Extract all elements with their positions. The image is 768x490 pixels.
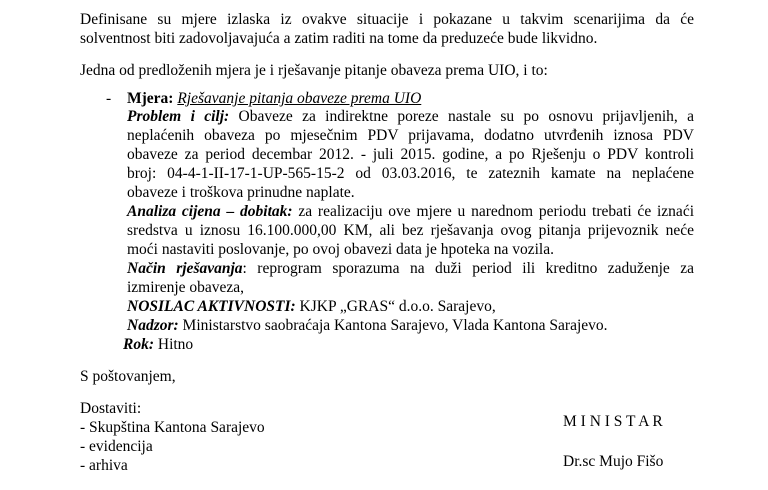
supervision-label: Nadzor:	[127, 317, 179, 334]
method-text-1: : reprogram sporazuma na duži period ili kreditno zaduženje za	[242, 260, 694, 277]
measure-label: Mjera:	[127, 90, 174, 107]
supervision-value: Ministarstvo saobraćaja Kantona Sarajevo, Vlada Kantona Sarajevo.	[182, 317, 608, 334]
holder-line	[127, 297, 496, 316]
measure-bullet: -	[106, 90, 112, 107]
deadline-value: Hitno	[157, 336, 194, 353]
problem-line-2: neplaćenih obaveza po mjesečnim PDV prijavama, dodatno utvrđenih iznosa PDV	[127, 127, 694, 144]
delivery-item: - Skupština Kantona Sarajevo	[80, 419, 265, 436]
delivery-heading: Dostaviti:	[80, 400, 142, 417]
method-line-1	[127, 259, 694, 278]
delivery-item: - evidencija	[80, 438, 153, 455]
problem-line-4: broj: 04-4-1-II-17-1-UP-565-15-2 od 03.03.2016, te zateznih kamate na neplaćene	[127, 165, 694, 182]
problem-line-3: obaveze za period decembar 2012. - juli 2015. godine, a po Rješenju o PDV kontroli	[127, 146, 694, 163]
holder-label: NOSILAC AKTIVNOSTI:	[127, 298, 296, 315]
analysis-label: Analiza cijena – dobitak:	[127, 203, 293, 220]
problem-line-1	[127, 107, 694, 126]
deadline-line	[123, 335, 193, 354]
measure-title: Rješavanje pitanja obaveze prema UIO	[177, 90, 422, 107]
deadline-label: Rok:	[123, 336, 154, 353]
signature-title: M I N I S T A R	[563, 413, 663, 430]
analysis-line-1	[127, 202, 694, 221]
intro-line-1: Definisane su mjere izlaska iz ovakve situacije i pokazane u takvim scenarijima da će	[80, 11, 694, 28]
analysis-line-2: sredstva u iznosu 16.100.000,00 KM, ali bez rješavanja ovog pitanja prijevoznik neće	[127, 222, 694, 239]
problem-text-1: Obaveze za indirektne poreze nastale su po osnovu prijavljenih, a	[238, 108, 694, 125]
proposal-intro: Jedna od predloženih mjera je i rješavanje pitanje obaveza prema UIO, i to:	[80, 62, 548, 79]
analysis-text-1: za realizaciju ove mjere u narednom periodu trebati će iznaći	[298, 203, 695, 220]
intro-line-2: solventnost biti zadovoljavajuća a zatim raditi na tome da preduzeće bude likvidno.	[80, 30, 598, 47]
problem-line-5: obaveze i troškova prinudne naplate.	[127, 184, 355, 201]
supervision-line	[127, 316, 608, 335]
measure-heading	[127, 89, 421, 108]
analysis-line-3: moći nastaviti poslovanje, po ovoj obavezi data je hpoteka na vozila.	[127, 241, 554, 258]
signature-name: Dr.sc Mujo Fišo	[563, 453, 664, 470]
holder-value: KJKP „GRAS“ d.o.o. Sarajevo,	[299, 298, 496, 315]
delivery-item: - arhiva	[80, 457, 128, 474]
greeting: S poštovanjem,	[80, 368, 176, 385]
problem-label: Problem i cilj:	[127, 108, 230, 125]
method-label: Način rješavanja	[127, 260, 243, 277]
method-line-2: izmirenje obaveza,	[127, 279, 245, 296]
